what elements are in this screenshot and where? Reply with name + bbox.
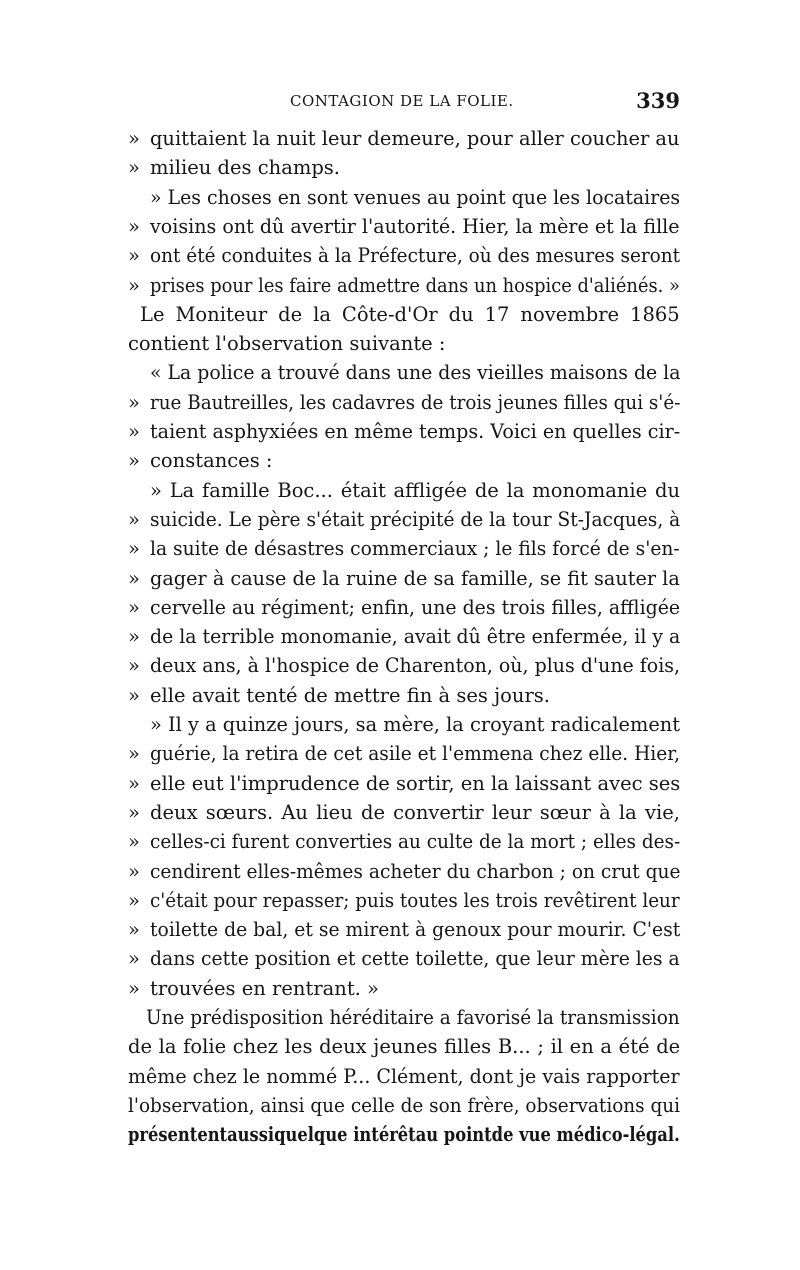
- line-text: « La police a trouvé dans une des vieilles maisons de la: [150, 361, 681, 385]
- quote-mark: »: [128, 244, 140, 268]
- quote-mark: »: [128, 976, 140, 1000]
- text-line: [128, 153, 680, 183]
- quote-mark: »: [128, 214, 140, 238]
- line-text: guérie, la retira de cet asile et l'emmena chez elle. Hier,: [150, 742, 680, 766]
- line-text: » La famille Boc... était affligée de la monomanie du: [150, 478, 680, 502]
- line-text: Une prédisposition héréditaire a favorisé la transmission: [146, 1006, 680, 1029]
- text-line: [128, 1062, 680, 1092]
- quote-mark: »: [128, 742, 140, 766]
- text-line: [128, 769, 680, 799]
- text-line: [128, 534, 680, 564]
- quote-mark: »: [128, 595, 140, 619]
- line-text: cendirent elles-mêmes acheter du charbon ; on crut que: [150, 859, 681, 883]
- quote-mark: »: [128, 830, 140, 854]
- text-line: [128, 446, 680, 476]
- text-line: [128, 622, 680, 652]
- quote-mark: »: [128, 625, 140, 649]
- line-text: elle avait tenté de mettre fin à ses jours.: [150, 683, 550, 707]
- line-text: voisins ont dû avertir l'autorité. Hier, la mère et la fille: [150, 214, 680, 238]
- text-line: [128, 1003, 680, 1033]
- line-text: taient asphyxiées en même temps. Voici en quelles cir-: [150, 420, 681, 443]
- text-line: [128, 857, 680, 887]
- text-line: [128, 183, 680, 213]
- line-text: rue Bautreilles, les cadavres de trois jeunes filles qui s'é-: [150, 390, 681, 414]
- text-line: [128, 915, 680, 945]
- text-line: [128, 827, 680, 857]
- text-line: [128, 798, 680, 828]
- line-text: Le Moniteur de la Côte-d'Or du 17 novembre 1865: [140, 302, 680, 326]
- running-title: CONTAGION DE LA FOLIE.: [290, 92, 514, 110]
- text-line: [128, 329, 680, 359]
- line-text: quittaient la nuit leur demeure, pour aller coucher au: [150, 127, 680, 150]
- text-line: [128, 124, 680, 154]
- line-text: gager à cause de la ruine de sa famille, se fit sauter la: [150, 566, 680, 590]
- line-text: prises pour les faire admettre dans un hospice d'aliénés. »: [150, 273, 680, 297]
- text-line: [128, 1032, 680, 1062]
- line-text: milieu des champs.: [150, 156, 341, 180]
- text-line: [128, 417, 680, 447]
- text-line: [128, 886, 680, 916]
- quote-mark: »: [128, 507, 140, 531]
- quote-mark: »: [128, 390, 140, 414]
- text-line: [128, 944, 680, 974]
- quote-mark: »: [128, 420, 140, 443]
- quote-mark: »: [128, 156, 140, 180]
- text-line: [128, 271, 680, 301]
- text-line: [128, 739, 680, 769]
- quote-mark: »: [128, 683, 140, 707]
- line-text: » Il y a quinze jours, sa mère, la croyant radicalement: [150, 713, 681, 736]
- text-line: [128, 300, 680, 330]
- text-line: [128, 681, 680, 711]
- text-line: [128, 974, 680, 1004]
- quote-mark: »: [128, 449, 140, 473]
- quote-mark: »: [128, 273, 140, 297]
- text-line: [128, 388, 680, 418]
- text-line: [128, 564, 680, 594]
- line-text: trouvées en rentrant. »: [150, 976, 379, 1000]
- line-text: » Les choses en sont venues au point que les locataires: [150, 185, 681, 209]
- quote-mark: »: [128, 859, 140, 883]
- page-number: 339: [636, 88, 680, 113]
- line-text: deux sœurs. Au lieu de convertir leur sœur à la vie,: [150, 800, 680, 824]
- text-line: [128, 505, 680, 535]
- text-line: [128, 710, 680, 740]
- line-text: présententaussiquelque intérêtau pointde vue médico-légal.: [128, 1123, 680, 1147]
- text-line: [128, 212, 680, 242]
- line-text: elle eut l'imprudence de sortir, en la laissant avec ses: [150, 771, 681, 795]
- line-text: dans cette position et cette toilette, que leur mère les a: [150, 947, 680, 971]
- quote-mark: »: [128, 888, 140, 912]
- line-text: cervelle au régiment; enfin, une des trois filles, affligée: [150, 595, 681, 619]
- text-line: [128, 241, 680, 271]
- line-text: constances :: [150, 449, 273, 473]
- line-text: deux ans, à l'hospice de Charenton, où, plus d'une fois,: [150, 654, 681, 678]
- quote-mark: »: [128, 537, 140, 561]
- quote-mark: »: [128, 654, 140, 678]
- page-header: [128, 88, 680, 118]
- line-text: la suite de désastres commerciaux ; le fils forcé de s'en-: [150, 537, 680, 561]
- line-text: même chez le nommé P... Clément, dont je vais rapporter: [128, 1064, 680, 1088]
- line-text: c'était pour repasser; puis toutes les trois revêtirent leur: [150, 888, 680, 912]
- quote-mark: »: [128, 127, 140, 150]
- quote-mark: »: [128, 800, 140, 824]
- line-text: de la terrible monomanie, avait dû être enfermée, il y a: [150, 625, 681, 649]
- line-text: de la folie chez les deux jeunes filles B... ; il en a été de: [128, 1035, 681, 1059]
- text-line: [128, 651, 680, 681]
- text-line: [128, 358, 680, 388]
- line-text: suicide. Le père s'était précipité de la tour St-Jacques, à: [150, 507, 681, 531]
- text-line: [128, 476, 680, 506]
- text-line: [128, 1091, 680, 1121]
- text-line: [128, 1120, 680, 1150]
- line-text: ont été conduites à la Préfecture, où des mesures seront: [150, 244, 681, 268]
- quote-mark: »: [128, 918, 140, 942]
- quote-mark: »: [128, 947, 140, 971]
- line-text: l'observation, ainsi que celle de son frère, observations qui: [128, 1093, 681, 1117]
- quote-mark: »: [128, 771, 140, 795]
- line-text: contient l'observation suivante :: [128, 332, 446, 356]
- line-text: celles-ci furent converties au culte de la mort ; elles des-: [150, 830, 681, 854]
- quote-mark: »: [128, 566, 140, 590]
- line-text: toilette de bal, et se mirent à genoux pour mourir. C'est: [150, 918, 681, 942]
- text-line: [128, 593, 680, 623]
